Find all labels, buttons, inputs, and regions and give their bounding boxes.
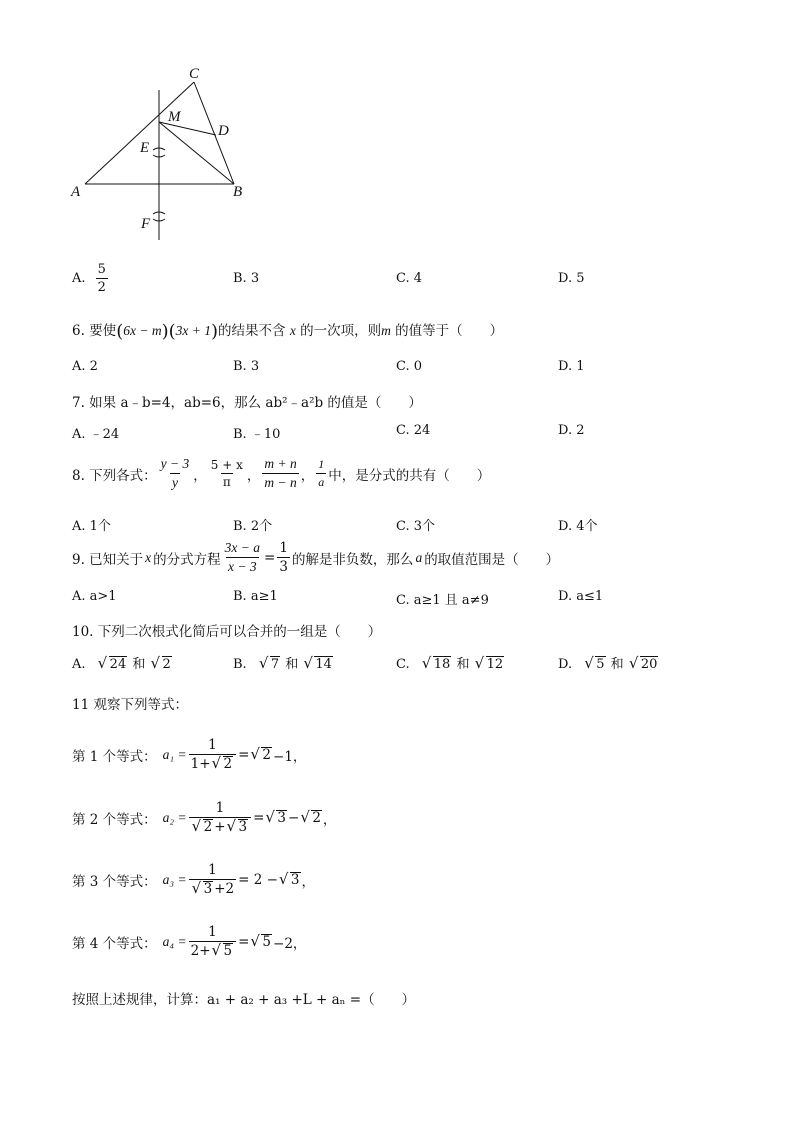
q10-option-b[interactable] [233, 653, 334, 672]
fraction-denominator: 2 [97, 280, 106, 295]
fraction-denominator [189, 754, 237, 772]
q11-final: 按照上述规律，计算：a₁ + a₂ + a₃ +L + aₙ =（ ） [72, 992, 416, 1008]
radicand: 2 [162, 657, 171, 672]
equals-sign: = [238, 933, 250, 950]
den-part: +2 [214, 881, 235, 897]
q10-option-c[interactable] [396, 653, 505, 672]
var-a: a [415, 549, 423, 565]
radicand: 20 [640, 657, 658, 672]
stem-text: 的解是非负数，那么 [291, 551, 414, 568]
tail: ， [322, 811, 337, 828]
stem-text: 的取值范围是（ ） [424, 551, 560, 568]
option-label: C. [396, 657, 410, 672]
stem-text: 要使 [89, 323, 117, 339]
q8-option-d[interactable]: D. 4个 [558, 519, 598, 534]
q6-option-a[interactable]: A. 2 [72, 359, 98, 374]
q10-option-a[interactable] [72, 653, 173, 672]
label-a: A [71, 184, 81, 200]
label-f: F [141, 216, 151, 232]
radicand: 3 [238, 819, 248, 835]
fraction-numerator: 1 [318, 457, 325, 471]
rhs-head: = 2 − [238, 871, 278, 888]
den-part: 2+ [190, 943, 211, 959]
segment-ac [85, 82, 194, 184]
fraction-denominator: π [222, 475, 231, 489]
radicand: 5 [596, 657, 605, 672]
fraction-numerator: 1 [208, 924, 217, 940]
q5-option-a[interactable] [72, 262, 110, 295]
conjunction: 和 [456, 657, 470, 672]
q9-option-d[interactable]: D. a≤1 [558, 589, 604, 604]
q11-stem: 11 观察下列等式： [72, 697, 188, 713]
q11-equation-3 [72, 862, 315, 897]
q9-option-c[interactable]: C. a≥1 且 a≠9 [396, 593, 489, 608]
q8-stem [72, 456, 490, 491]
radicand: 14 [315, 657, 332, 672]
q8-option-a[interactable]: A. 1个 [72, 519, 111, 534]
q6-option-d[interactable]: D. 1 [558, 359, 585, 374]
fraction-numerator: 1 [215, 800, 225, 816]
conjunction: 和 [132, 657, 146, 672]
factor-1: 6x − m [123, 323, 162, 338]
q7-option-a[interactable]: A. ﹣24 [72, 427, 120, 442]
fraction-numerator: y − 3 [160, 456, 190, 471]
label-d: D [218, 123, 229, 139]
stem-text: 的结果不含 [218, 323, 286, 339]
var-x: x [289, 323, 296, 338]
fraction-numerator: 5 [97, 262, 106, 277]
q6-stem: 6. 要使(6x − m)(3x + 1)的结果不含 x 的一次项，则m 的值等于（ ） [72, 321, 504, 342]
radicand: 7 [270, 657, 280, 672]
q11-equation-4 [72, 924, 306, 959]
label-c: C [189, 66, 200, 82]
label-e: E [140, 140, 150, 156]
term-a: a₂ = [162, 809, 187, 825]
term-a: a₄ = [162, 933, 187, 949]
var-x: x [145, 549, 152, 565]
separator: ， [246, 467, 261, 484]
radicand: 12 [486, 657, 504, 672]
stem-text: 的分式方程 [153, 551, 221, 568]
q9-stem [72, 540, 559, 575]
den-part: 1+ [190, 756, 211, 772]
fraction-denominator: y [171, 475, 178, 490]
fraction-denominator [189, 941, 237, 959]
var-m: m [381, 323, 391, 338]
stem-text: 中，是分式的共有（ ） [328, 467, 491, 484]
equation-label: 第 3 个等式： [72, 873, 157, 890]
plus-sign: + [214, 819, 226, 835]
radicand: 2 [223, 756, 233, 772]
option-label: A. [72, 271, 86, 286]
factor-2: 3x + 1 [175, 323, 211, 338]
radicand: 2 [312, 809, 321, 826]
equation-label: 第 2 个等式： [72, 811, 157, 828]
stem-text: 的值等于（ ） [395, 323, 504, 339]
tail: ， [301, 873, 315, 890]
q6-option-c[interactable]: C. 0 [396, 359, 423, 374]
radicand: 5 [223, 943, 233, 959]
fraction-numerator: 5 + x [210, 458, 243, 472]
fraction-numerator: 1 [279, 540, 288, 556]
rhs-tail: −1， [273, 748, 307, 765]
fraction-denominator: 3 [279, 559, 288, 575]
equals-sign: = [253, 809, 265, 826]
term-a: a₁ = [162, 746, 187, 762]
conjunction: 和 [610, 657, 624, 672]
minus-sign: − [288, 809, 300, 826]
q9-option-a[interactable]: A. a>1 [72, 589, 117, 604]
q10-stem: 10. 下列二次根式化简后可以合并的一组是（ ） [72, 624, 382, 640]
q10-option-d[interactable] [558, 653, 659, 672]
fraction-numerator: m + n [264, 456, 297, 471]
fraction-numerator: 1 [208, 862, 217, 878]
term-a: a₃ = [162, 871, 187, 887]
radicand: 3 [203, 881, 213, 897]
question-number: 6. [72, 323, 85, 339]
fraction-numerator: 1 [208, 737, 217, 753]
fraction-denominator: a [318, 475, 325, 489]
q11-equation-1 [72, 737, 306, 772]
q7-stem: 7. 如果 a﹣b=4，ab=6，那么 ab²﹣a²b 的值是（ ） [72, 395, 422, 411]
separator: ， [300, 467, 315, 484]
option-label: B. [233, 657, 247, 672]
equation-label: 第 4 个等式： [72, 935, 157, 952]
q5-option-d[interactable]: D. 5 [558, 271, 585, 286]
radicand: 3 [277, 809, 287, 826]
q7-option-b[interactable]: B. ﹣10 [233, 427, 281, 442]
q7-option-d[interactable]: D. 2 [558, 423, 585, 438]
option-label: D. [558, 657, 573, 672]
conjunction: 和 [285, 657, 299, 672]
label-m: M [168, 109, 181, 125]
q9-option-b[interactable]: B. a≥1 [233, 589, 278, 604]
q6-option-b[interactable]: B. 3 [233, 359, 260, 374]
label-b: B [233, 184, 243, 200]
fraction-denominator: x − 3 [228, 559, 257, 574]
option-label: A. [72, 657, 86, 672]
radicand: 18 [433, 657, 451, 672]
radicand: 3 [290, 871, 300, 888]
separator: ， [193, 467, 207, 484]
radicand: 2 [262, 746, 272, 763]
rhs-tail: −2， [273, 935, 307, 952]
equation-label: 第 1 个等式： [72, 748, 157, 765]
q7-option-c[interactable]: C. 24 [396, 423, 431, 438]
stem-text: 9. 已知关于 [72, 551, 144, 568]
q8-option-b[interactable]: B. 2个 [233, 519, 273, 534]
fraction-denominator [189, 817, 252, 835]
fraction-numerator: 3x − a [224, 540, 261, 555]
q5-option-b[interactable]: B. 3 [233, 271, 260, 286]
equals-sign: = [238, 746, 250, 763]
fraction-denominator: m − n [264, 475, 297, 490]
stem-text: 8. 下列各式： [72, 467, 157, 484]
stem-text: 的一次项，则 [300, 323, 382, 339]
fraction-denominator [189, 879, 237, 897]
q5-option-c[interactable]: C. 4 [396, 271, 423, 286]
radicand: 2 [203, 819, 213, 835]
radicand: 5 [262, 933, 272, 950]
q8-option-c[interactable]: C. 3个 [396, 519, 436, 534]
radicand: 24 [109, 657, 127, 672]
geometry-figure [60, 60, 280, 250]
q11-equation-2 [72, 800, 336, 835]
equals-sign: = [264, 549, 276, 566]
